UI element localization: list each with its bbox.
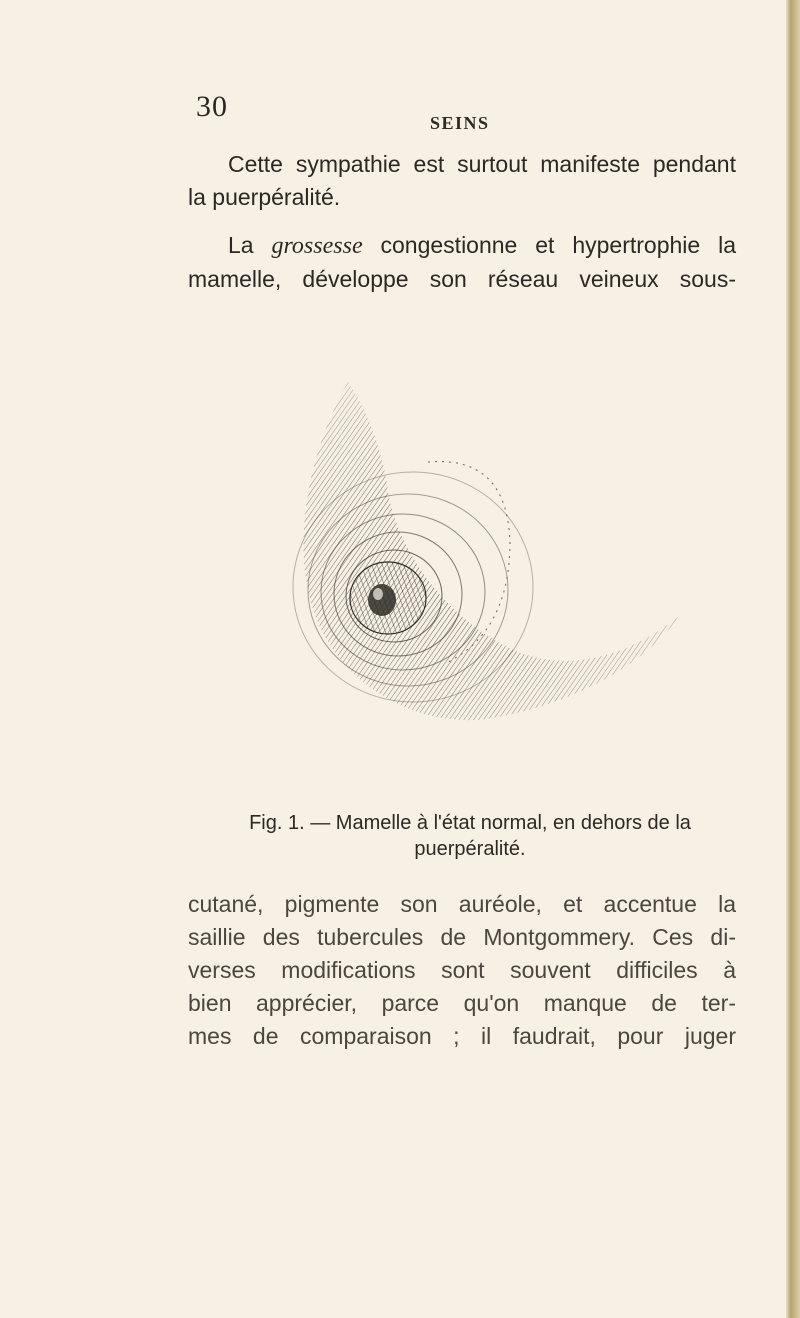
text-line: bien apprécier, parce qu'on manque de ter- xyxy=(188,990,736,1016)
engraving-illustration xyxy=(248,372,688,752)
breast-engraving-figure xyxy=(248,372,688,752)
text-line: verses modifications sont souvent difficiles à xyxy=(188,957,736,983)
text-line: Cette sympathie est surtout manifeste pendant xyxy=(228,151,736,177)
paragraph-2 xyxy=(188,229,736,296)
text-line: mamelle, développe son réseau veineux sous- xyxy=(188,266,736,292)
text-line: mes de comparaison ; il faudrait, pour juger xyxy=(188,1023,736,1049)
paragraph-3 xyxy=(188,888,736,1053)
text-line: saillie des tubercules de Montgommery. Ces di- xyxy=(188,924,736,950)
page-number: 30 xyxy=(196,90,228,123)
text-fragment: congestionne et hypertrophie la xyxy=(362,232,736,258)
caption-line: Fig. 1. — Mamelle à l'état normal, en dehors de la xyxy=(249,812,691,834)
running-head: SEINS xyxy=(430,113,490,133)
caption-line: puerpéralité. xyxy=(414,838,526,860)
paragraph-1 xyxy=(188,148,736,214)
page-edge-binding xyxy=(786,0,800,1318)
figure-caption xyxy=(200,810,740,862)
italic-term: grossesse xyxy=(271,233,363,259)
text-line: cutané, pigmente son auréole, et accentue la xyxy=(188,891,736,917)
text-line: la puerpéralité. xyxy=(188,184,341,210)
text-fragment: La xyxy=(228,232,272,258)
text-line xyxy=(188,229,736,263)
